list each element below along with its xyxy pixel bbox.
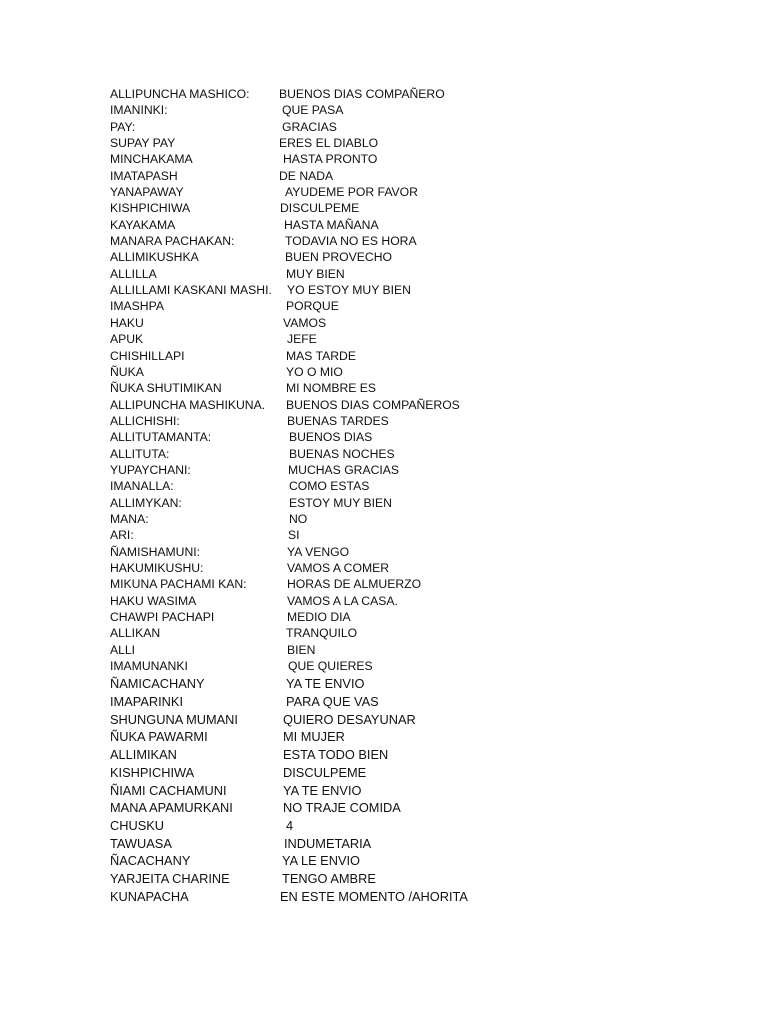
glossary-row — [110, 233, 630, 249]
kichwa-term: MANA: — [110, 511, 149, 526]
glossary-row — [110, 888, 630, 906]
spanish-translation: ERES EL DIABLO — [279, 136, 379, 151]
spanish-translation: EN ESTE MOMENTO /AHORITA — [280, 888, 468, 904]
spanish-translation: BIEN — [287, 642, 316, 657]
kichwa-term: ALLIPUNCHA MASHIKUNA. — [110, 397, 266, 412]
glossary-row — [110, 380, 630, 396]
kichwa-term: SHUNGUNA MUMANI — [110, 711, 238, 727]
kichwa-term: APUK — [110, 332, 144, 347]
kichwa-term: ÑAMISHAMUNI: — [110, 544, 201, 559]
kichwa-term: IMANINKI: — [110, 103, 168, 118]
kichwa-term: ÑUKA SHUTIMIKAN — [110, 381, 222, 396]
glossary-row — [110, 852, 630, 870]
kichwa-term: MANARA PACHAKAN: — [110, 234, 235, 249]
kichwa-term: ÑACACHANY — [110, 853, 191, 869]
kichwa-term: ALLIMYKAN: — [110, 495, 182, 510]
spanish-translation: BUENAS NOCHES — [289, 446, 395, 461]
spanish-translation: MUCHAS GRACIAS — [288, 462, 400, 477]
spanish-translation: MAS TARDE — [286, 348, 356, 363]
glossary-row — [110, 609, 630, 625]
spanish-translation: TRANQUILO — [286, 626, 358, 641]
kichwa-term: ÑUKA PAWARMI — [110, 729, 208, 745]
spanish-translation: TENGO AMBRE — [282, 870, 376, 886]
glossary-row — [110, 799, 630, 817]
kichwa-term: YANAPAWAY — [110, 185, 184, 200]
kichwa-term: IMASHPA — [110, 299, 164, 314]
glossary-row — [110, 331, 630, 347]
glossary-row — [110, 625, 630, 641]
spanish-translation: QUE PASA — [282, 103, 344, 118]
glossary-row — [110, 249, 630, 265]
glossary-row — [110, 348, 630, 364]
glossary-row — [110, 527, 630, 543]
kichwa-term: IMATAPASH — [110, 168, 178, 183]
spanish-translation: DISCULPEME — [280, 201, 360, 216]
spanish-translation: VAMOS A LA CASA. — [287, 593, 398, 608]
spanish-translation: COMO ESTAS — [289, 479, 370, 494]
spanish-translation: VAMOS A COMER — [287, 560, 390, 575]
glossary-row — [110, 86, 630, 102]
spanish-translation: JEFE — [287, 332, 317, 347]
glossary-row — [110, 835, 630, 853]
glossary-row — [110, 413, 630, 429]
glossary-row — [110, 446, 630, 462]
glossary-row — [110, 200, 630, 216]
glossary-row — [110, 764, 630, 782]
kichwa-term: CHUSKU — [110, 817, 165, 833]
glossary-row — [110, 495, 630, 511]
glossary-row — [110, 397, 630, 413]
glossary-row — [110, 315, 630, 331]
kichwa-term: ÑIAMI CACHAMUNI — [110, 782, 227, 798]
spanish-translation: YO ESTOY MUY BIEN — [287, 283, 411, 298]
glossary-row — [110, 511, 630, 527]
kichwa-term: TAWUASA — [110, 835, 172, 851]
kichwa-term: IMAMUNANKI — [110, 659, 188, 674]
glossary-row — [110, 168, 630, 184]
kichwa-term: KISHPICHIWA — [110, 764, 195, 780]
kichwa-term: ÑUKA — [110, 364, 144, 379]
kichwa-term: ALLILLA — [110, 266, 157, 281]
spanish-translation: SI — [288, 528, 300, 543]
spanish-translation: HORAS DE ALMUERZO — [287, 577, 422, 592]
glossary-row — [110, 693, 630, 711]
spanish-translation: YO O MIO — [286, 364, 343, 379]
spanish-translation: NO — [289, 511, 308, 526]
spanish-translation: ESTA TODO BIEN — [283, 747, 389, 763]
kichwa-term: YARJEITA CHARINE — [110, 870, 230, 886]
glossary-row — [110, 119, 630, 135]
kichwa-term: YUPAYCHANI: — [110, 462, 191, 477]
kichwa-term: IMANALLA: — [110, 479, 174, 494]
kichwa-term: ALLITUTAMANTA: — [110, 430, 212, 445]
spanish-translation: BUENOS DIAS COMPAÑERO — [279, 87, 445, 101]
kichwa-spanish-glossary — [110, 86, 630, 905]
kichwa-term: IMAPARINKI — [110, 694, 184, 710]
spanish-translation: BUENAS TARDES — [287, 413, 389, 428]
kichwa-term: KISHPICHIWA — [110, 201, 191, 216]
glossary-row — [110, 298, 630, 314]
glossary-row — [110, 135, 630, 151]
kichwa-term: MINCHAKAMA — [110, 152, 193, 167]
glossary-row — [110, 817, 630, 835]
glossary-row — [110, 728, 630, 746]
kichwa-term: ALLIMIKUSHKA — [110, 250, 199, 265]
spanish-translation: DE NADA — [279, 168, 334, 183]
glossary-row — [110, 593, 630, 609]
kichwa-term: ALLI — [110, 642, 136, 657]
kichwa-term: SUPAY PAY — [110, 136, 176, 151]
kichwa-term: HAKU — [110, 315, 144, 330]
glossary-row — [110, 560, 630, 576]
glossary-row — [110, 544, 630, 560]
spanish-translation: AYUDEME POR FAVOR — [285, 185, 418, 200]
spanish-translation: QUIERO DESAYUNAR — [283, 711, 416, 727]
kichwa-term: KAYAKAMA — [110, 217, 176, 232]
glossary-row — [110, 462, 630, 478]
spanish-translation: ESTOY MUY BIEN — [289, 495, 392, 510]
spanish-translation: MI MUJER — [283, 729, 345, 745]
spanish-translation: GRACIAS — [282, 119, 337, 134]
kichwa-term: KUNAPACHA — [110, 888, 189, 904]
kichwa-term: ALLIPUNCHA MASHICO: — [110, 87, 250, 101]
kichwa-term: ALLIKAN — [110, 626, 161, 641]
kichwa-term: ÑAMICACHANY — [110, 676, 205, 692]
kichwa-term: MANA APAMURKANI — [110, 800, 233, 816]
spanish-translation: PORQUE — [286, 299, 339, 314]
spanish-translation: BUEN PROVECHO — [285, 250, 392, 265]
glossary-row — [110, 746, 630, 764]
glossary-row — [110, 282, 630, 298]
spanish-translation: MUY BIEN — [286, 266, 345, 281]
glossary-row — [110, 711, 630, 729]
glossary-row — [110, 217, 630, 233]
kichwa-term: HAKU WASIMA — [110, 593, 197, 608]
spanish-translation: HASTA MAÑANA — [284, 217, 379, 232]
glossary-row — [110, 675, 630, 693]
kichwa-term: ARI: — [110, 528, 134, 543]
glossary-row — [110, 782, 630, 800]
glossary-row — [110, 478, 630, 494]
kichwa-term: ALLILLAMI KASKANI MASHI. — [110, 283, 272, 298]
spanish-translation: YA VENGO — [287, 544, 350, 559]
spanish-translation: 4 — [286, 817, 294, 833]
glossary-row — [110, 642, 630, 658]
spanish-translation: PARA QUE VAS — [286, 694, 379, 710]
glossary-row — [110, 184, 630, 200]
spanish-translation: VAMOS — [283, 315, 327, 330]
glossary-row — [110, 151, 630, 167]
spanish-translation: MI NOMBRE ES — [286, 381, 377, 396]
glossary-row — [110, 429, 630, 445]
kichwa-term: ALLICHISHI: — [110, 413, 180, 428]
kichwa-term: PAY: — [110, 119, 136, 134]
glossary-row — [110, 364, 630, 380]
spanish-translation: NO TRAJE COMIDA — [283, 800, 401, 816]
spanish-translation: TODAVIA NO ES HORA — [285, 234, 417, 249]
spanish-translation: YA TE ENVIO — [286, 676, 365, 692]
glossary-row — [110, 576, 630, 592]
kichwa-term: CHISHILLAPI — [110, 348, 185, 363]
glossary-row — [110, 102, 630, 118]
spanish-translation: BUENOS DIAS — [289, 430, 373, 445]
kichwa-term: ALLITUTA: — [110, 446, 170, 461]
spanish-translation: DISCULPEME — [283, 764, 367, 780]
kichwa-term: CHAWPI PACHAPI — [110, 610, 215, 624]
glossary-row — [110, 870, 630, 888]
spanish-translation: HASTA PRONTO — [283, 152, 378, 167]
kichwa-term: HAKUMIKUSHU: — [110, 560, 204, 575]
spanish-translation: INDUMETARIA — [284, 835, 372, 851]
spanish-translation: YA TE ENVIO — [283, 782, 362, 798]
kichwa-term: MIKUNA PACHAMI KAN: — [110, 577, 247, 592]
spanish-translation: YA LE ENVIO — [282, 853, 360, 869]
spanish-translation: BUENOS DIAS COMPAÑEROS — [286, 397, 460, 412]
spanish-translation: MEDIO DIA — [287, 610, 351, 624]
glossary-row — [110, 658, 630, 674]
glossary-row — [110, 266, 630, 282]
kichwa-term: ALLIMIKAN — [110, 747, 177, 763]
spanish-translation: QUE QUIERES — [288, 659, 373, 674]
